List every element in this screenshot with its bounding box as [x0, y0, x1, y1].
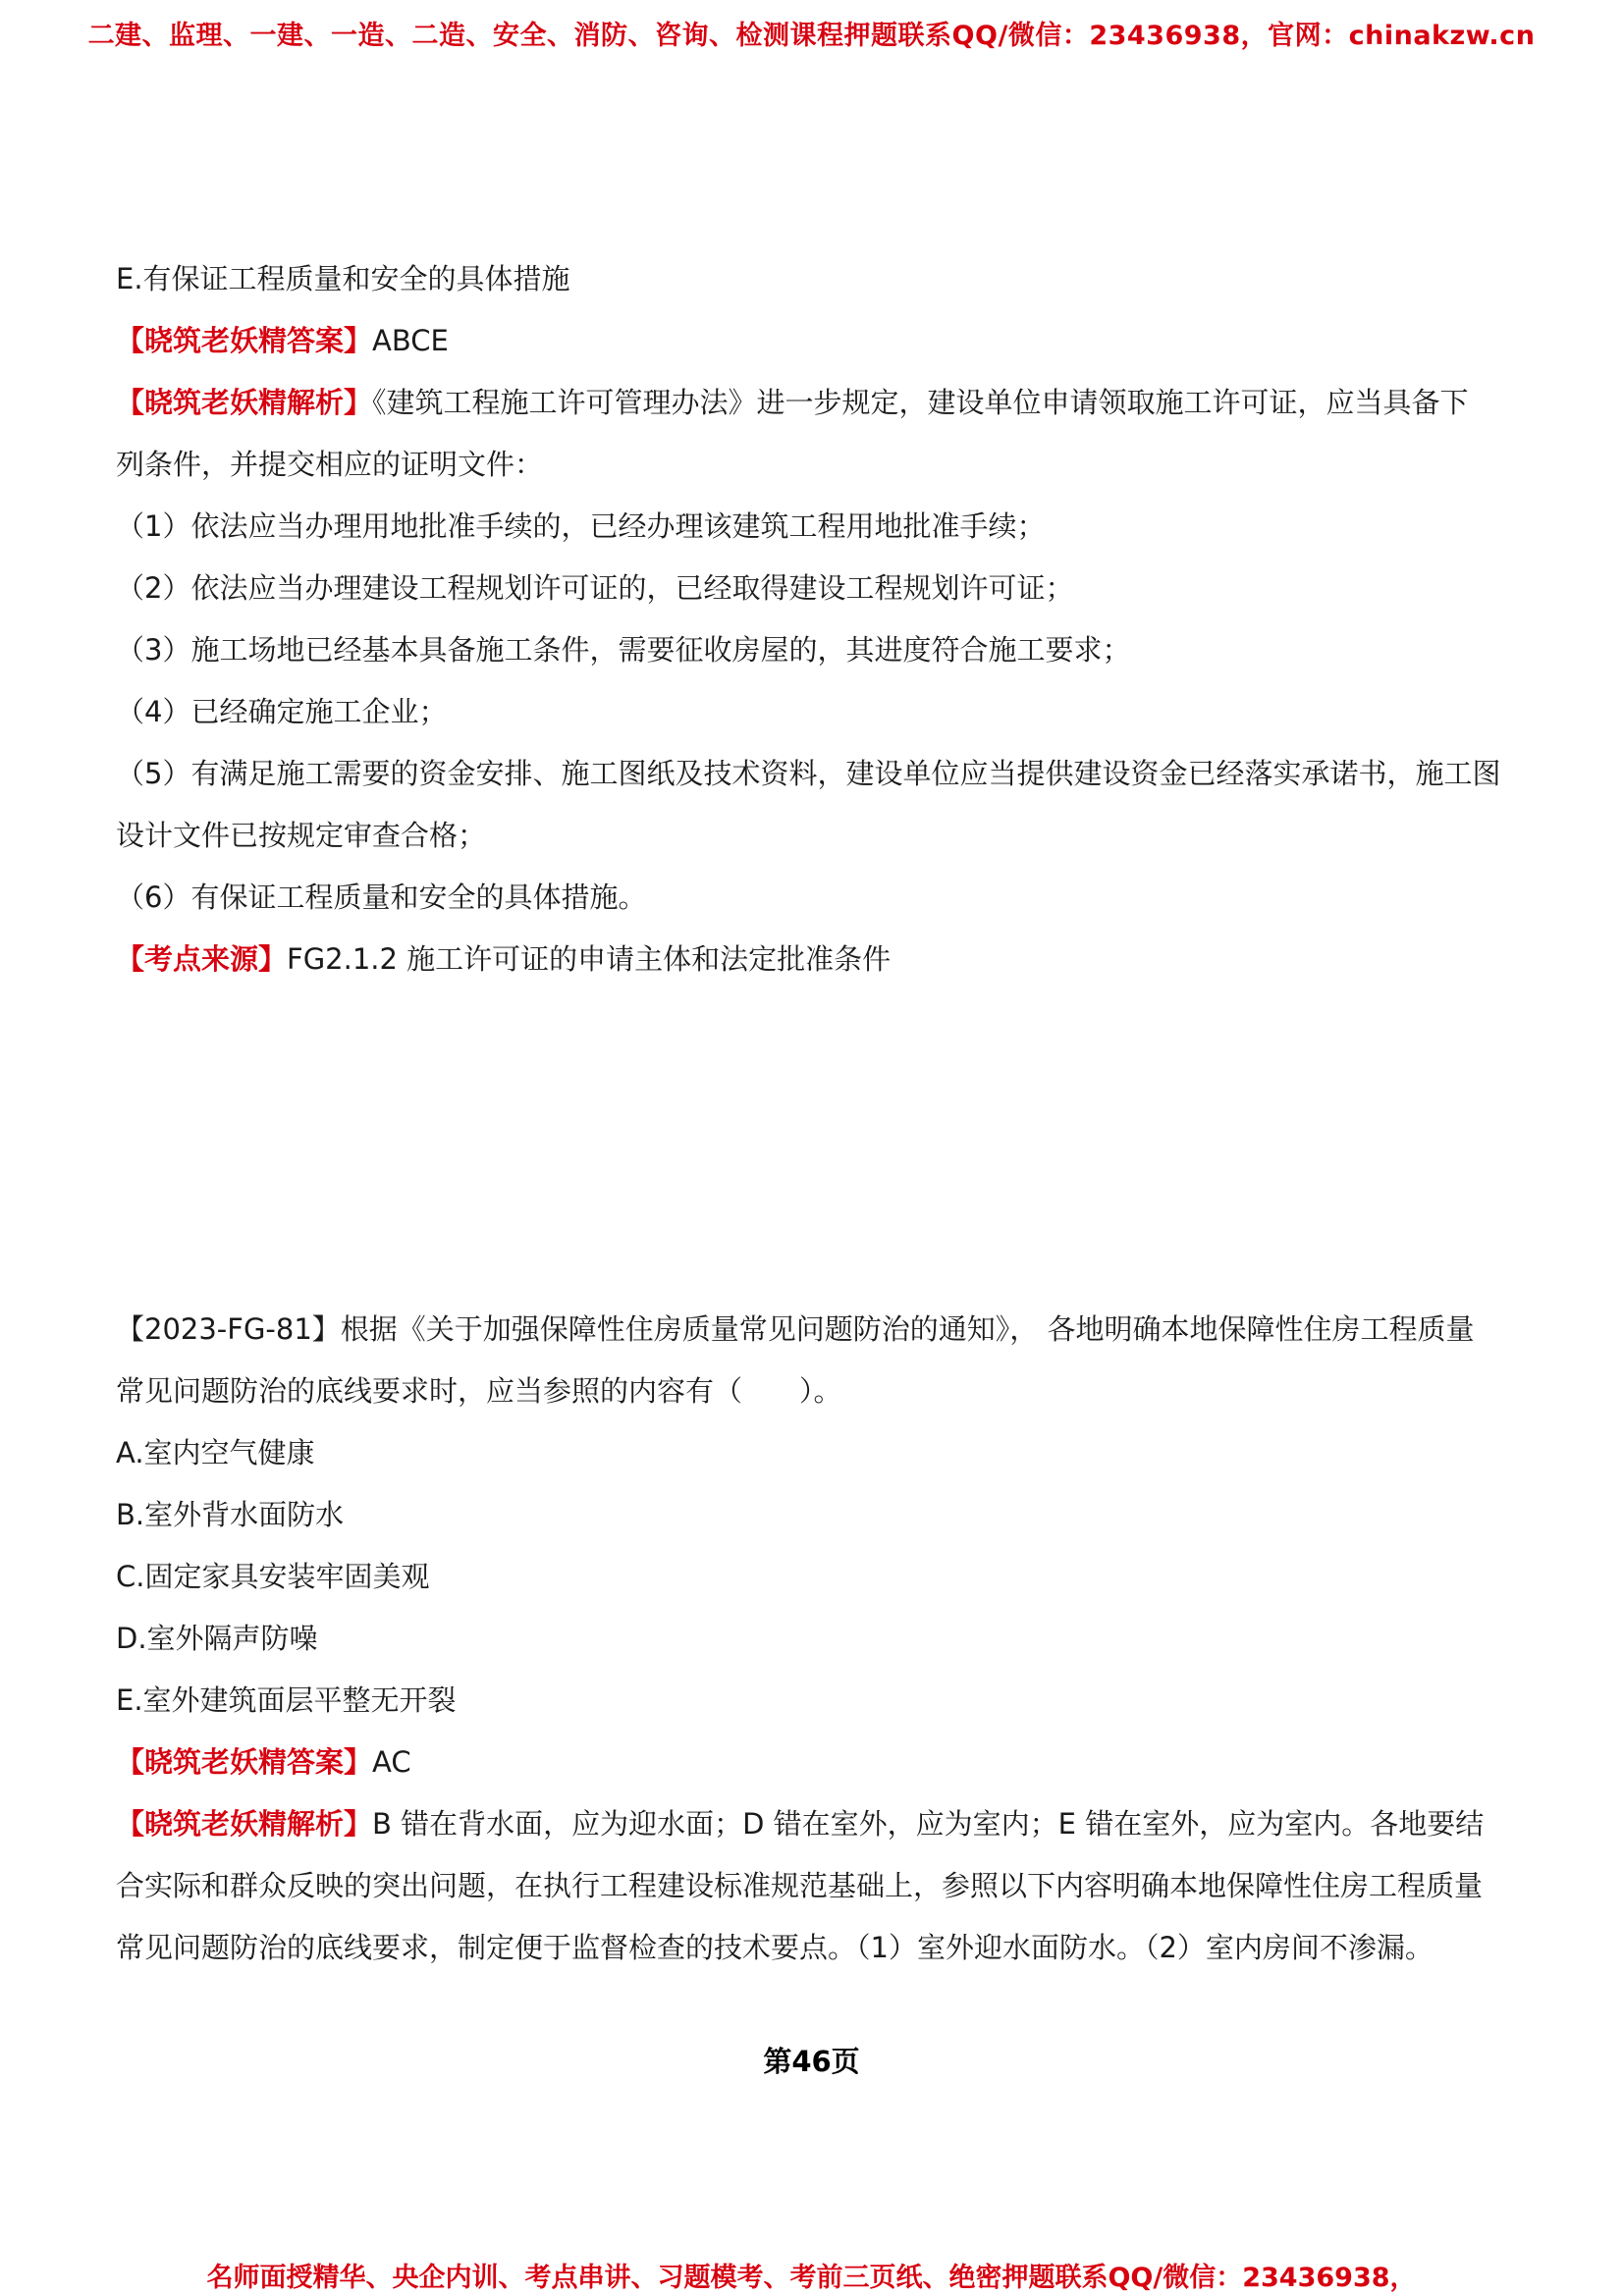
analysis-continuation: 列条件，并提交相应的证明文件：: [116, 448, 544, 481]
answer-value: AC: [372, 1745, 411, 1779]
page-number: 第46页: [763, 2045, 860, 2078]
analysis-tag: 【晓筑老妖精解析】: [116, 386, 373, 419]
answer-row: [116, 310, 1520, 372]
question-section: [116, 1299, 1520, 1979]
condition-item-5: （5）有满足施工需要的资金安排、施工图纸及技术资料，建设单位应当提供建设资金已经落实承诺书，施工图: [116, 757, 1501, 790]
answer-analysis-section: [116, 248, 1520, 990]
answer-value: ABCE: [372, 324, 449, 357]
condition-item-1: （1）依法应当办理用地批准手续的，已经办理该建筑工程用地批准手续；: [116, 509, 1046, 543]
source-tag: 【考点来源】: [116, 942, 288, 976]
analysis-row: [116, 1793, 1520, 1855]
source-text: FG2.1.2 施工许可证的申请主体和法定批准条件: [287, 942, 892, 976]
option-e: E.有保证工程质量和安全的具体措施: [116, 262, 570, 295]
question-stem: 【2023-FG-81】根据《关于加强保障性住房质量常见问题防治的通知》， 各地明确本地保障性住房工程质量: [116, 1312, 1475, 1346]
condition-item-4: （4）已经确定施工企业；: [116, 695, 448, 728]
answer-tag: 【晓筑老妖精答案】: [116, 1745, 373, 1779]
analysis-continuation: 常见问题防治的底线要求，制定便于监督检查的技术要点。（1）室外迎水面防水。（2）室内房间不渗漏。: [116, 1931, 1434, 1964]
option-b: B.室外背水面防水: [116, 1498, 345, 1531]
analysis-row: [116, 372, 1520, 434]
analysis-text: B 错在背水面，应为迎水面；D 错在室外，应为室内；E 错在室外，应为室内。各地要结: [372, 1807, 1485, 1841]
option-d: D.室外隔声防噪: [116, 1622, 318, 1655]
option-c: C.固定家具安装牢固美观: [116, 1560, 430, 1593]
condition-item-2: （2）依法应当办理建设工程规划许可证的，已经取得建设工程规划许可证；: [116, 571, 1074, 605]
option-a: A.室内空气健康: [116, 1436, 315, 1469]
question-stem-continuation: 常见问题防治的底线要求时，应当参照的内容有（ ）。: [116, 1374, 842, 1408]
condition-item-5-continuation: 设计文件已按规定审查合格；: [116, 819, 487, 852]
footer-contact-banner: 名师面授精华、央企内训、考点串讲、习题模考、考前三页纸、绝密押题联系QQ/微信：23436938，: [206, 2263, 1417, 2293]
analysis-tag: 【晓筑老妖精解析】: [116, 1807, 373, 1841]
source-row: [116, 929, 1520, 990]
answer-row: [116, 1732, 1520, 1793]
header-contact-banner: 二建、监理、一建、一造、二造、安全、消防、咨询、检测课程押题联系QQ/微信：23436938，官网：chinakzw.cn: [87, 21, 1536, 51]
condition-item-6: （6）有保证工程质量和安全的具体措施。: [116, 881, 647, 914]
condition-item-3: （3）施工场地已经基本具备施工条件，需要征收房屋的，其进度符合施工要求；: [116, 633, 1131, 667]
analysis-text: 《建筑工程施工许可管理办法》进一步规定，建设单位申请领取施工许可证，应当具备下: [372, 386, 1469, 419]
option-e: E.室外建筑面层平整无开裂: [116, 1683, 457, 1717]
answer-tag: 【晓筑老妖精答案】: [116, 324, 373, 357]
analysis-continuation: 合实际和群众反映的突出问题，在执行工程建设标准规范基础上，参照以下内容明确本地保障性住房工程质量: [116, 1869, 1484, 1902]
